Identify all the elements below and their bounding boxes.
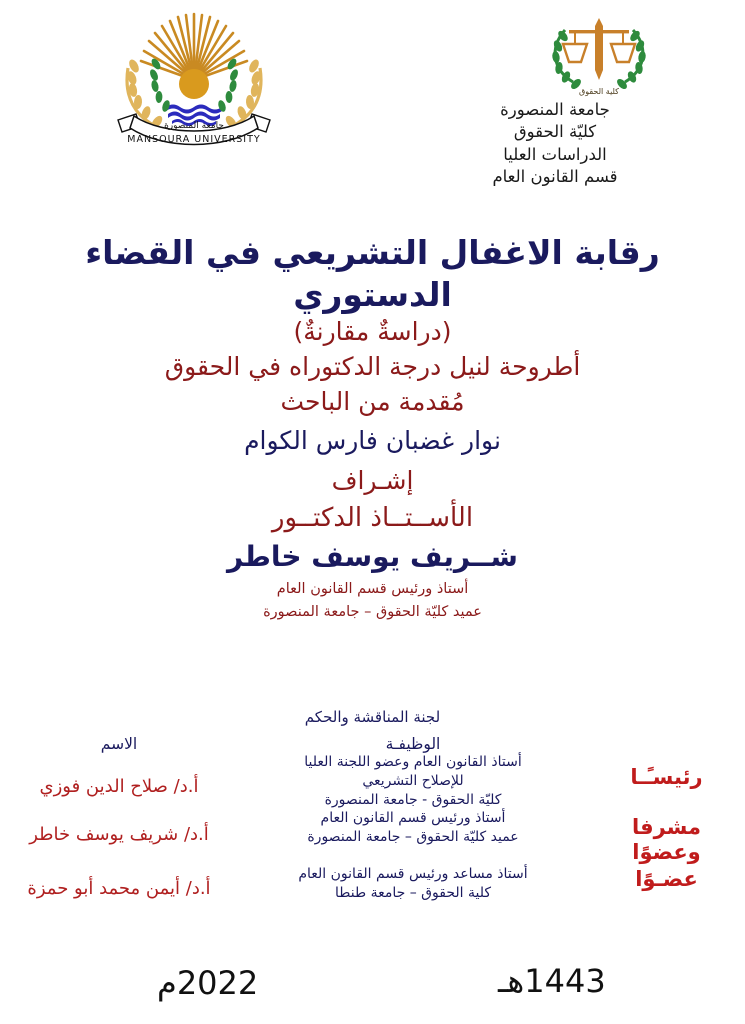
table-row [0,809,745,865]
committee-role-1-line-2: للإصلاح التشريعي [362,772,464,789]
committee-role-2-line-1: أستاذ ورئيس قسم القانون العام [320,810,506,827]
table-row [0,865,745,903]
committee-status-2-line-1: مشرفا [631,815,702,840]
faculty-of-law-logo-caption: كلية الحقوق [579,87,619,96]
mansoura-logo-banner-english: MANSOURA UNIVERSITY [127,134,261,145]
committee-status-1-line-1: رئيسـًـا [630,765,703,789]
mansoura-logo-banner-arabic: جامعة المنصورة [164,121,224,131]
degree-statement: أطروحة لنيل درجة الدكتوراه في الحقوق [164,351,581,381]
thesis-title: رقابة الاغفال التشريعي في القضاء الدستوري [85,233,660,314]
faculty-of-law-logo [543,8,655,100]
header-faculty: كليّة الحقوق [513,122,597,142]
supervisor-credential-line-1: أستاذ ورئيس قسم القانون العام [276,580,469,597]
committee-name-3: أ.د/ أيمن محمد أبو حمزة [27,877,211,899]
committee-role-3-line-1: أستاذ مساعد ورئيس قسم القانون العام [298,865,528,882]
title-section [0,232,745,622]
committee-status-3-line-1: عضـوًا [635,866,698,891]
committee-name-1: أ.د/ صلاح الدين فوزي [39,776,199,797]
institution-header [430,99,680,189]
supervisor-academic-title: الأســتــاذ الدكتــور [271,502,474,533]
committee-status-2-line-2: وعضوًا [632,840,701,865]
supervisor-credential-line-2: عميد كليّة الحقوق – جامعة المنصورة [263,603,482,620]
committee-name-2: أ.د/ شريف يوسف خاطر [29,824,209,846]
committee-col-status-header [588,735,745,753]
header-department: قسم القانون العام [492,167,618,187]
committee-role-1 [238,753,588,809]
committee-role-3 [238,865,588,903]
committee-col-role-header: الوظيفـة [385,735,441,753]
committee-col-name-header: الاسم [100,735,138,753]
committee-role-2-line-2: عميد كليّة الحقوق – جامعة المنصورة [307,829,519,845]
committee-status-1 [588,753,745,809]
committee-role-2 [238,809,588,865]
table-row [0,753,745,809]
comparative-study-note: (دراسةٌ مقارنةٌ) [293,317,452,347]
gregorian-year: 2022م [157,964,259,1002]
header-university: جامعة المنصورة [500,100,610,119]
committee-section [0,708,745,902]
mansoura-university-logo [104,8,284,156]
committee-status-3 [588,865,745,903]
researcher-name: نوار غضبان فارس الكوام [244,425,501,455]
committee-table [0,735,745,902]
committee-status-2 [588,809,745,865]
committee-header-row [0,735,745,753]
committee-role-1-line-3: كليّة الحقوق - جامعة المنصورة [324,791,502,808]
submitted-by-label: مُقدمة من الباحث [280,387,465,417]
committee-role-1-line-1: أستاذ القانون العام وعضو اللجنة العليا [304,754,522,770]
supervisor-name: شــريف يوسف خاطر [227,540,518,574]
committee-heading: لجنة المناقشة والحكم [304,708,441,726]
supervision-label: إشـراف [331,466,414,496]
committee-role-3-line-2: كلية الحقوق – جامعة طنطا [335,884,491,901]
hijri-year: 1443هـ [498,962,606,1000]
header-graduate-studies: الدراسات العليا [503,144,607,164]
